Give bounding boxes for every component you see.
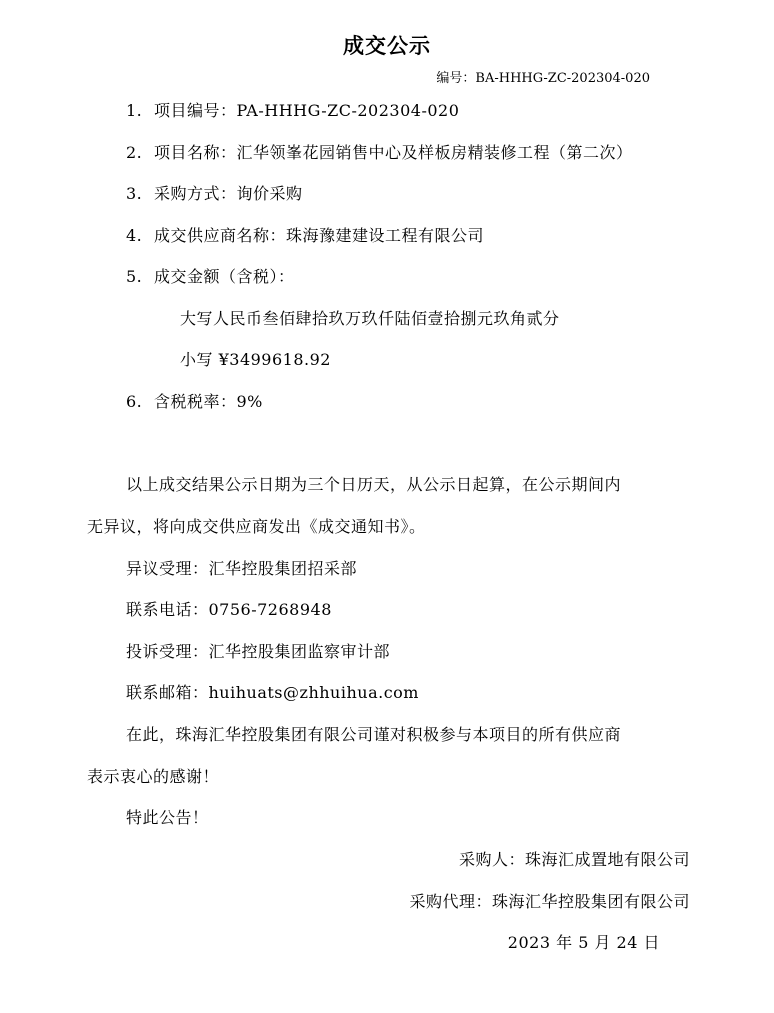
item-number: 4. (126, 226, 143, 245)
amount-lowercase: 小写 ¥3499618.92 (180, 350, 331, 369)
thanks-paragraph-line2: 表示衷心的感谢！ (87, 767, 220, 786)
closing-statement: 特此公告！ (126, 808, 209, 827)
item-project-name (126, 140, 633, 163)
purchaser-signature: 采购人：珠海汇成置地有限公司 (458, 850, 690, 869)
agent-signature: 采购代理：珠海汇华控股集团有限公司 (409, 892, 690, 911)
notice-paragraph-line2: 无异议，将向成交供应商发出《成交通知书》。 (87, 517, 426, 536)
thanks-paragraph-line1: 在此，珠海汇华控股集团有限公司谨对积极参与本项目的所有供应商 (126, 725, 622, 744)
item-text: 采购方式：询价采购 (154, 184, 303, 203)
page-title: 成交公示 (343, 33, 431, 58)
item-number: 6. (126, 392, 143, 411)
item-tax-rate (126, 389, 263, 412)
item-text: 成交金额（含税）： (154, 267, 295, 286)
item-text: 项目编号：PA-HHHG-ZC-202304-020 (154, 101, 460, 120)
contact-phone: 联系电话：0756-7268948 (126, 600, 332, 619)
item-number: 1. (126, 101, 143, 120)
signature-date: 2023 年 5 月 24 日 (507, 933, 660, 952)
item-procurement-method (126, 181, 303, 204)
item-number: 3. (126, 184, 143, 203)
item-text: 含税税率：9% (154, 392, 263, 411)
objection-contact: 异议受理：汇华控股集团招采部 (126, 559, 358, 578)
amount-uppercase: 大写人民币叁佰肆拾玖万玖仟陆佰壹拾捌元玖角贰分 (180, 309, 560, 328)
item-text: 成交供应商名称：珠海豫建建设工程有限公司 (154, 226, 485, 245)
contact-email: 联系邮箱：huihuats@zhhuihua.com (126, 683, 419, 702)
item-project-number (126, 98, 459, 121)
item-supplier-name (126, 223, 484, 246)
item-text: 项目名称：汇华领峯花园销售中心及样板房精装修工程（第二次） (154, 143, 633, 162)
item-number: 2. (126, 143, 143, 162)
item-amount (126, 264, 295, 287)
item-number: 5. (126, 267, 143, 286)
document-number: 编号：BA-HHHG-ZC-202304-020 (436, 71, 650, 86)
notice-paragraph-line1: 以上成交结果公示日期为三个日历天，从公示日起算，在公示期间内 (126, 475, 622, 494)
complaint-contact: 投诉受理：汇华控股集团监察审计部 (126, 642, 391, 661)
